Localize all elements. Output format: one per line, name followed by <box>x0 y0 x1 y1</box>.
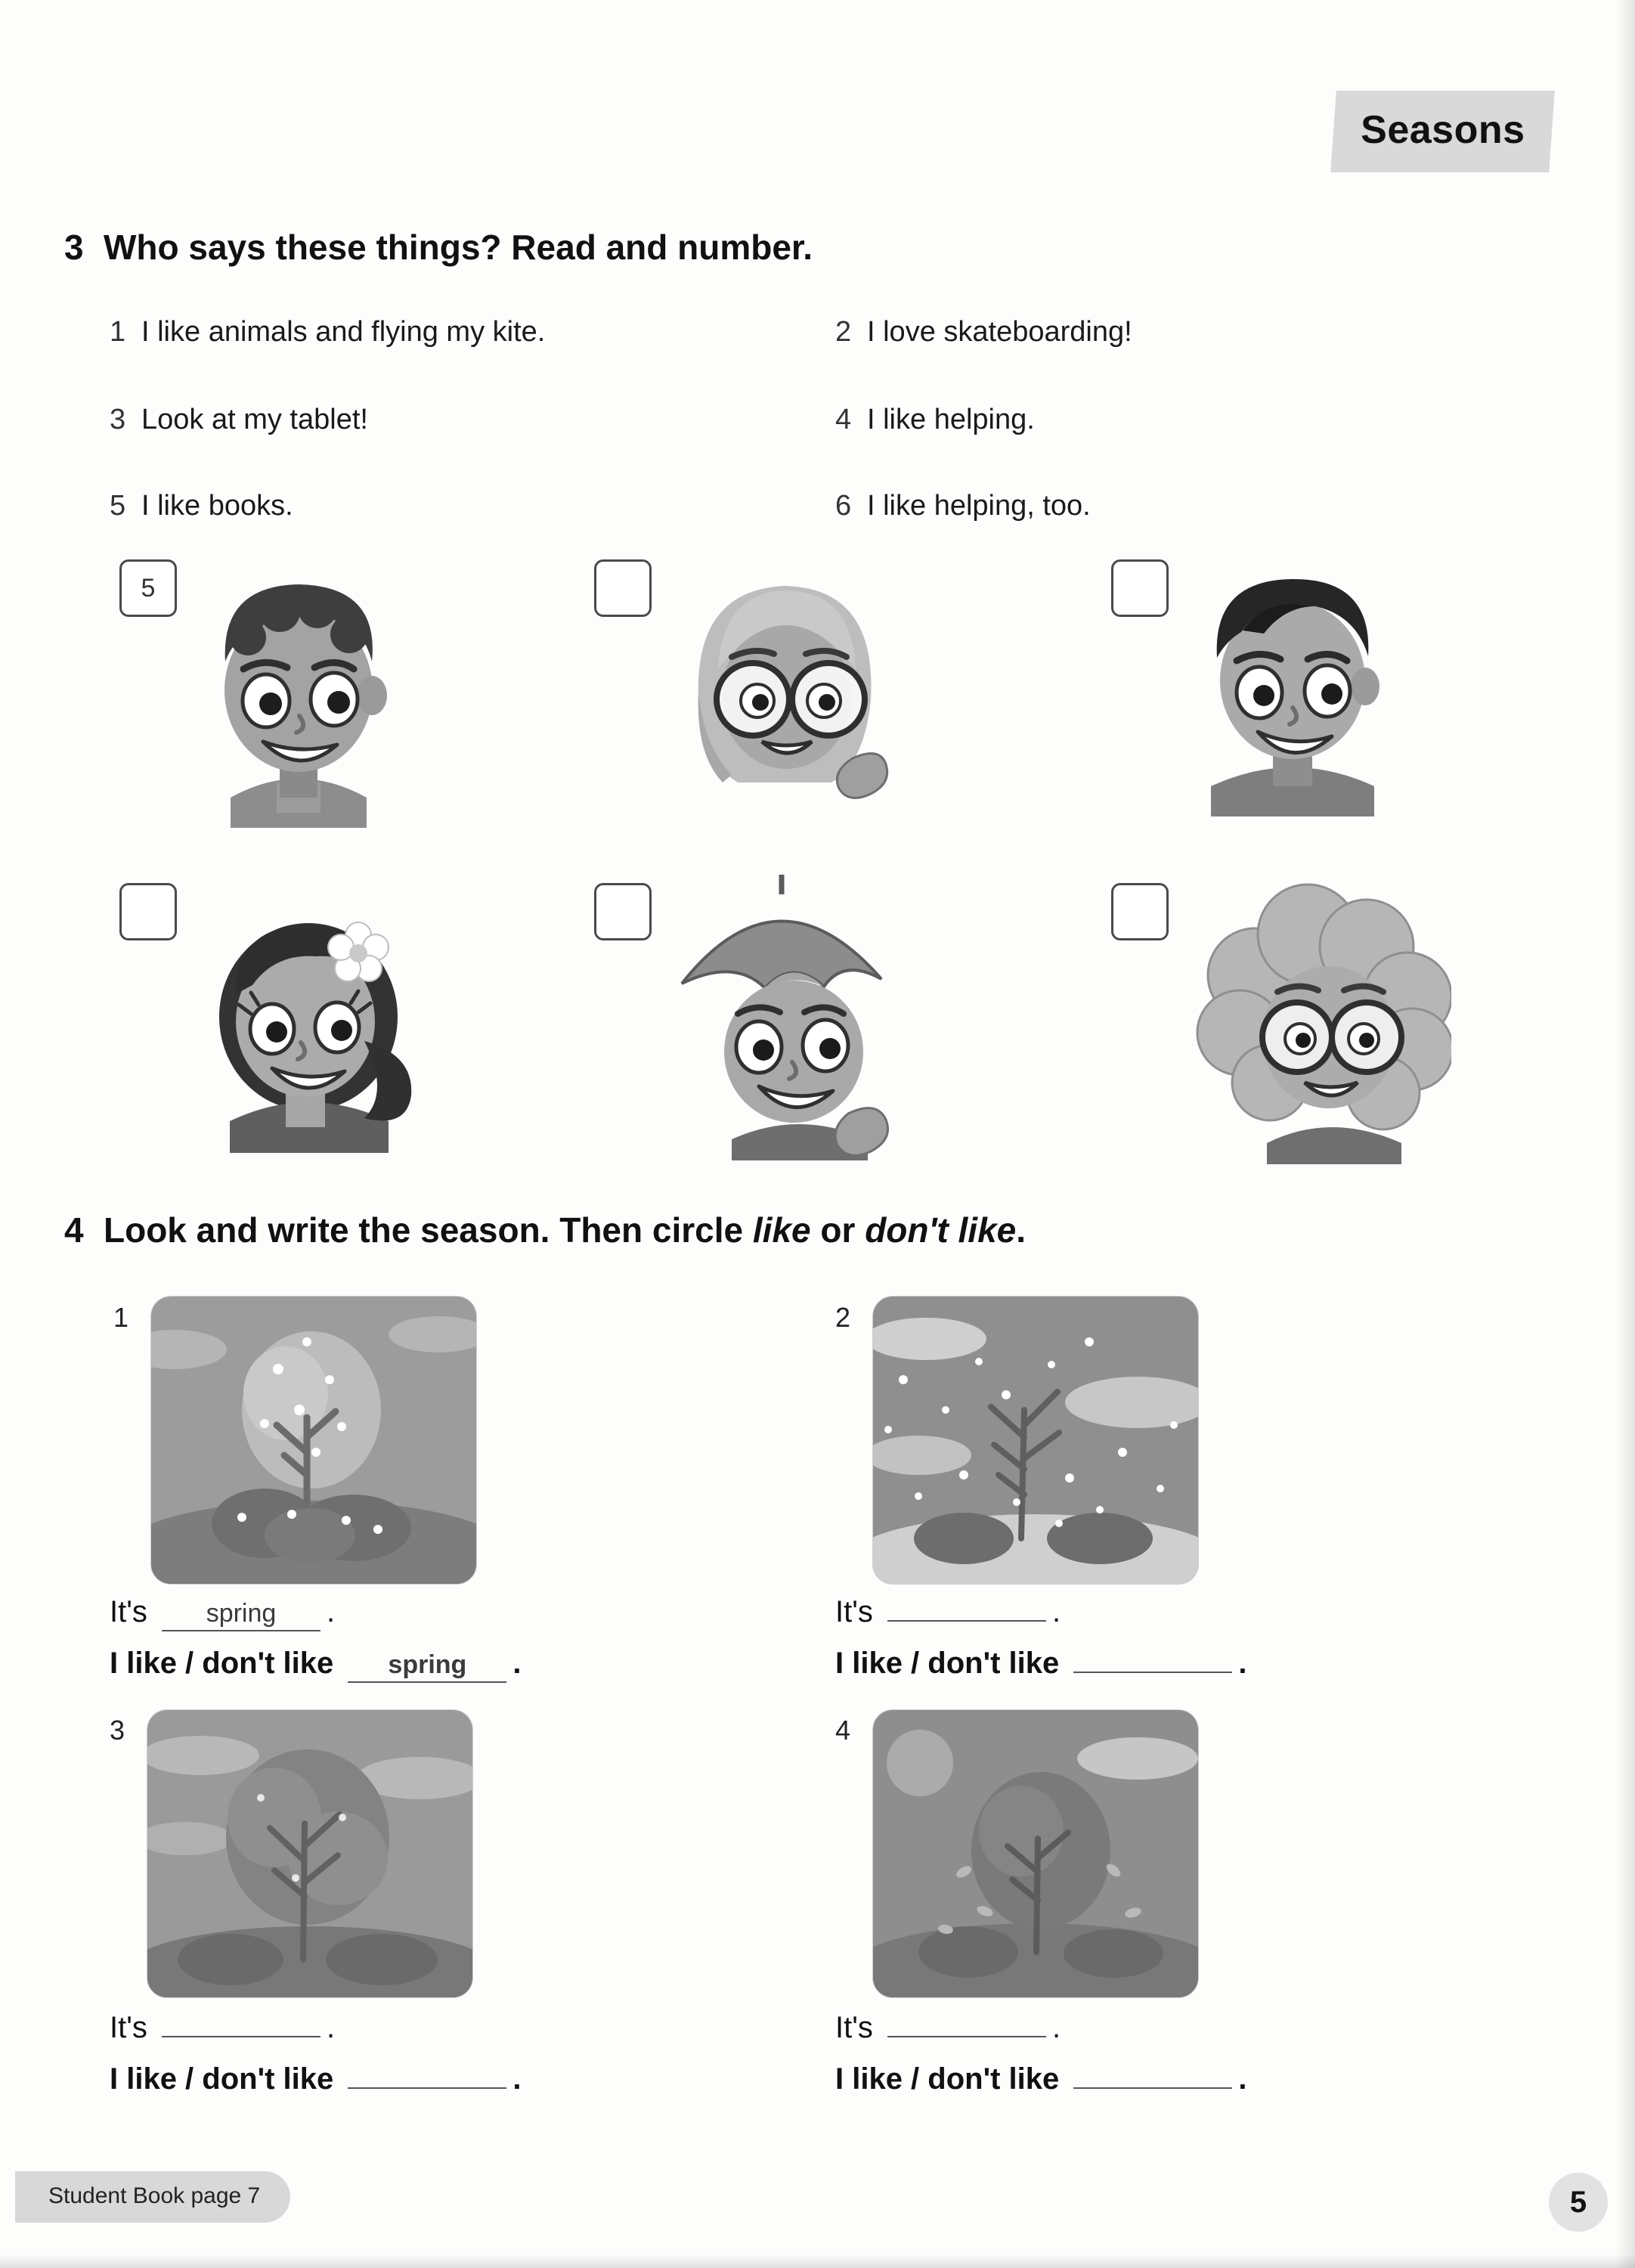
item-1-its-blank[interactable]: spring <box>162 1599 320 1631</box>
sentence-1 <box>110 316 545 349</box>
sentence-4-number: 4 <box>835 404 852 435</box>
item-3-its-line <box>110 2011 335 2045</box>
item-4-like-blank[interactable] <box>1073 2086 1232 2089</box>
item-2-its-period: . <box>1052 1595 1061 1628</box>
item-1-number: 1 <box>113 1302 129 1333</box>
sentence-2-number: 2 <box>835 316 852 348</box>
page-number: 5 <box>1549 2173 1608 2232</box>
item-2-its-blank[interactable] <box>887 1619 1046 1622</box>
sentence-1-number: 1 <box>110 316 126 348</box>
exercise-4-instruction-like: like <box>752 1210 811 1250</box>
picture-autumn-tree-falling-leaves <box>873 1710 1198 1997</box>
item-2-its-line <box>835 1595 1061 1629</box>
exercise-4-instruction-or: or <box>810 1210 865 1250</box>
sentence-2-text: I love skateboarding! <box>867 316 1132 348</box>
exercise-3-instruction: Who says these things? Read and number. <box>104 228 813 267</box>
item-3-like-label[interactable]: I like / don't like <box>110 2062 334 2096</box>
item-1-its-period: . <box>327 1595 336 1628</box>
item-1-like-line <box>110 1647 522 1683</box>
answer-box-1[interactable]: 5 <box>119 559 177 617</box>
item-1-its-line <box>110 1595 335 1631</box>
sentence-3-number: 3 <box>110 404 126 435</box>
item-2-its-label: It's <box>835 1595 873 1628</box>
item-1-like-period: . <box>512 1647 522 1680</box>
picture-spring-tree-blossoms <box>151 1297 476 1584</box>
answer-box-5[interactable] <box>594 883 652 940</box>
character-girl-headscarf-glasses <box>673 556 892 805</box>
item-4-its-label: It's <box>835 2011 873 2044</box>
sentence-5 <box>110 490 293 522</box>
character-boy-short-curly-hair <box>204 556 393 828</box>
picture-winter-bare-tree-snow <box>873 1297 1198 1584</box>
sentence-4 <box>835 404 1035 436</box>
item-2-like-blank[interactable] <box>1073 1670 1232 1673</box>
item-1-like-blank[interactable]: spring <box>348 1650 506 1683</box>
unit-title-text: Seasons <box>1360 108 1525 152</box>
answer-box-3[interactable] <box>1111 559 1169 617</box>
exercise-3-heading <box>64 227 813 268</box>
unit-title-banner <box>1330 91 1555 172</box>
item-3-its-period: . <box>327 2011 336 2044</box>
student-book-reference: Student Book page 7 <box>15 2171 290 2223</box>
item-4-its-period: . <box>1052 2011 1061 2044</box>
item-1-like-label[interactable]: I like / don't like <box>110 1647 334 1680</box>
sentence-6-text: I like helping, too. <box>867 490 1091 522</box>
sentence-3-text: Look at my tablet! <box>141 404 368 435</box>
exercise-4-instruction-dontlike: don't like <box>865 1210 1017 1250</box>
exercise-4-instruction-end: . <box>1016 1210 1027 1250</box>
item-2-like-line <box>835 1647 1247 1681</box>
item-2-like-label[interactable]: I like / don't like <box>835 1647 1060 1680</box>
item-4-its-blank[interactable] <box>887 2034 1046 2037</box>
exercise-4-heading <box>64 1210 1026 1250</box>
item-2-number: 2 <box>835 1302 851 1333</box>
sentence-5-number: 5 <box>110 490 126 522</box>
sentence-6-number: 6 <box>835 490 852 522</box>
item-4-like-label[interactable]: I like / don't like <box>835 2062 1060 2096</box>
page-bottom-shadow <box>0 2254 1635 2268</box>
character-girl-flower-pigtails <box>203 881 422 1153</box>
item-2-like-period: . <box>1238 1647 1247 1680</box>
sentence-3 <box>110 404 368 436</box>
item-3-number: 3 <box>110 1715 125 1746</box>
item-4-like-period: . <box>1238 2062 1247 2096</box>
answer-box-6[interactable] <box>1111 883 1169 940</box>
item-4-number: 4 <box>835 1715 851 1746</box>
sentence-1-text: I like animals and flying my kite. <box>141 316 546 348</box>
page-edge-shadow <box>1615 0 1635 2268</box>
character-boy-with-umbrella <box>665 873 922 1160</box>
sentence-4-text: I like helping. <box>867 404 1035 435</box>
sentence-5-text: I like books. <box>141 490 293 522</box>
item-3-like-line <box>110 2062 522 2096</box>
answer-box-2[interactable] <box>594 559 652 617</box>
answer-box-4[interactable] <box>119 883 177 940</box>
item-3-like-period: . <box>512 2062 522 2096</box>
exercise-3-number: 3 <box>64 228 84 267</box>
exercise-4-instruction-part1: Look and write the season. Then circle <box>104 1210 753 1250</box>
item-4-like-line <box>835 2062 1247 2096</box>
item-1-its-label: It's <box>110 1595 147 1628</box>
character-boy-dark-hair <box>1194 559 1391 816</box>
item-3-like-blank[interactable] <box>348 2086 506 2089</box>
item-3-its-blank[interactable] <box>162 2034 320 2037</box>
exercise-4-number: 4 <box>64 1210 84 1250</box>
sentence-2 <box>835 316 1132 349</box>
picture-summer-green-tree <box>147 1710 472 1997</box>
item-3-its-label: It's <box>110 2011 147 2044</box>
sentence-6 <box>835 490 1091 522</box>
item-4-its-line <box>835 2011 1061 2045</box>
character-girl-curly-hair-glasses <box>1194 862 1451 1164</box>
